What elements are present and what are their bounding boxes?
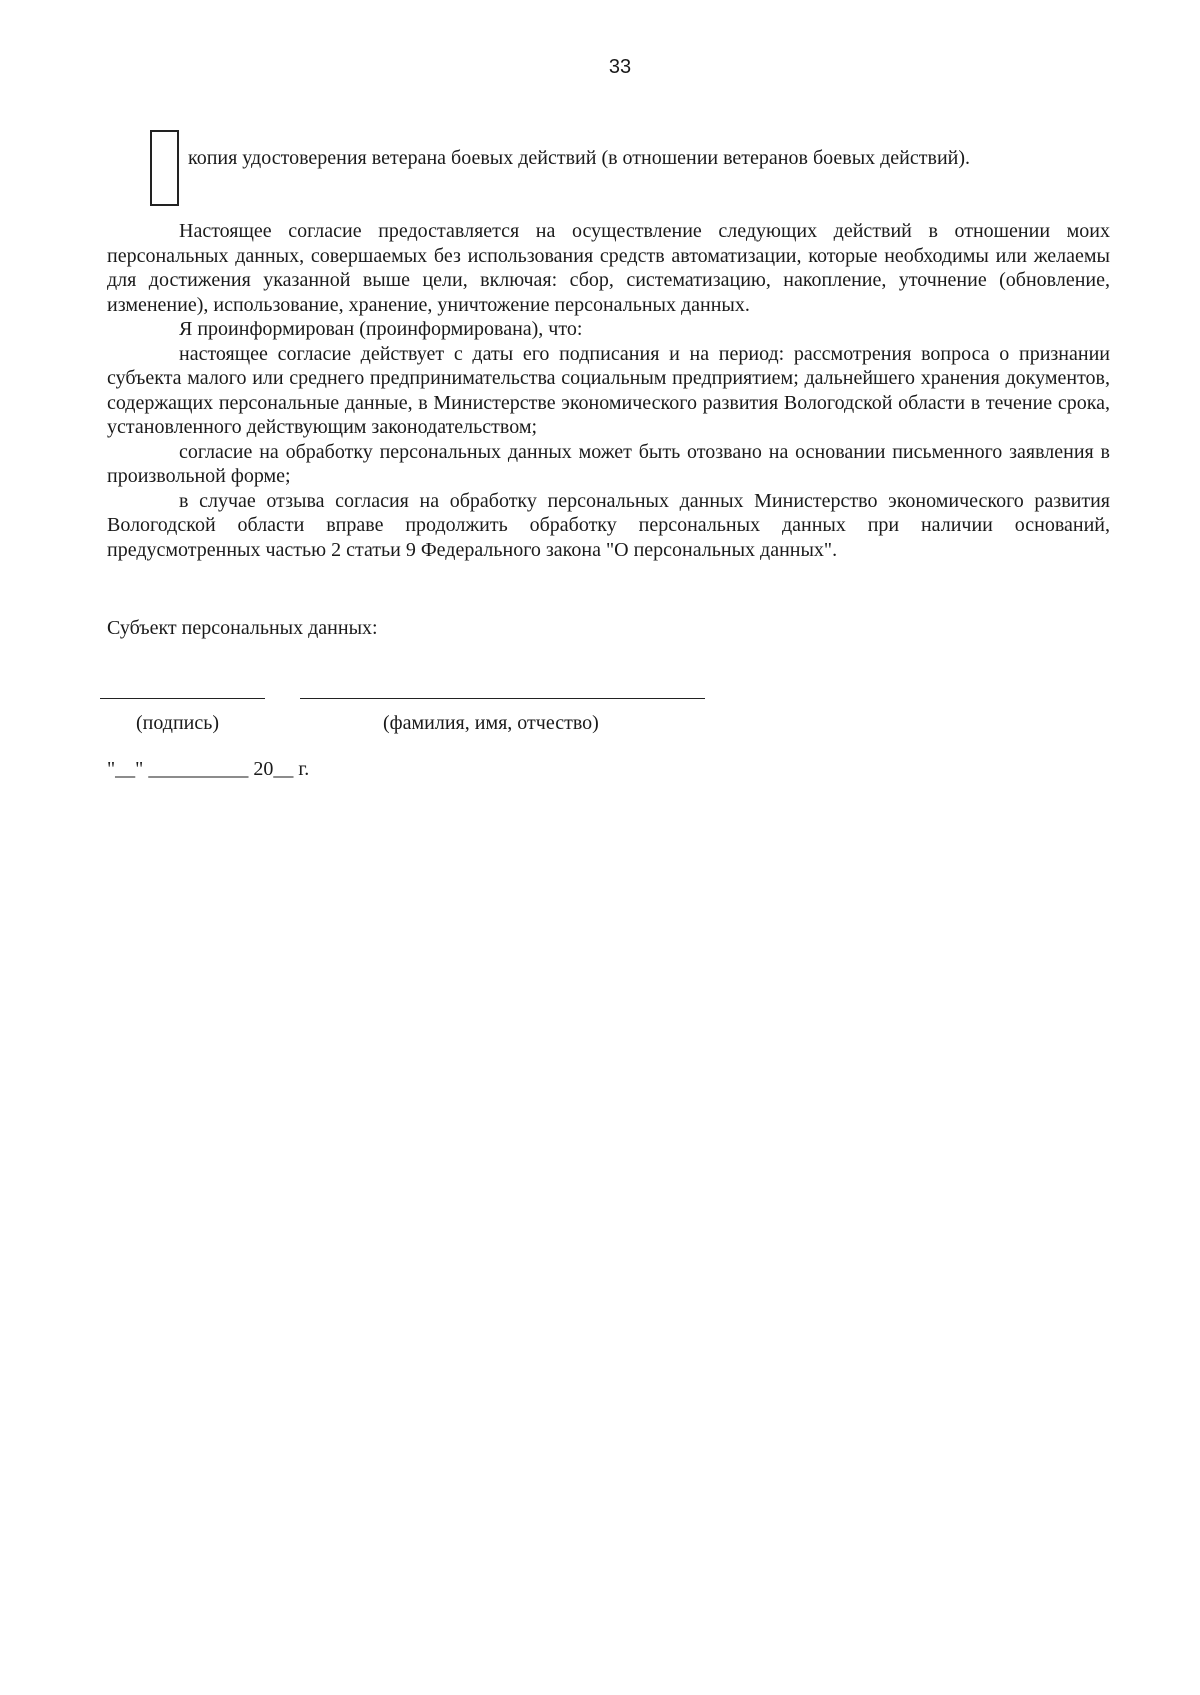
checkbox-item-text: копия удостоверения ветерана боевых действий (в отношении ветеранов боевых действий). (188, 147, 971, 169)
paragraph-validity-period: настоящее согласие действует с даты его подписания и на период: рассмотрения вопроса о признании субъекта малого или среднего предпринимательства социальным предприятием; дальнейшего хранения документов, содержащих персональные данные, в Министерстве экономического развития Вологодской области в течение срока, установленного действующим законодательством; (107, 342, 1110, 438)
paragraph-withdrawal: согласие на обработку персональных данных может быть отозвано на основании письменного заявления в произвольной форме; (107, 440, 1110, 487)
checkbox[interactable] (150, 130, 179, 206)
name-caption: (фамилия, имя, отчество) (383, 712, 599, 734)
signature-line (100, 698, 265, 699)
paragraph-withdrawal-consequences: в случае отзыва согласия на обработку персональных данных Министерство экономического развития Вологодской области вправе продолжить обработку персональных данных при наличии оснований, предусмотренных частью 2 статьи 9 Федерального закона "О персональных данных". (107, 489, 1110, 561)
page-number: 33 (608, 56, 632, 78)
consent-body (107, 219, 1110, 562)
paragraph-actions: Настоящее согласие предоставляется на осуществление следующих действий в отношении моих персональных данных, совершаемых без использования средств автоматизации, которые необходимы или желаемы для достижения указанной выше цели, включая: сбор, систематизацию, накопление, уточнение (обновление, изменение), использование, хранение, уничтожение персональных данных. (107, 220, 1110, 316)
subject-label: Субъект персональных данных: (107, 617, 378, 639)
signature-caption: (подпись) (136, 712, 220, 734)
paragraph-informed: Я проинформирован (проинформирована), что: (179, 318, 583, 340)
date-line: "__" __________ 20__ г. (107, 758, 310, 780)
name-line (300, 698, 705, 699)
